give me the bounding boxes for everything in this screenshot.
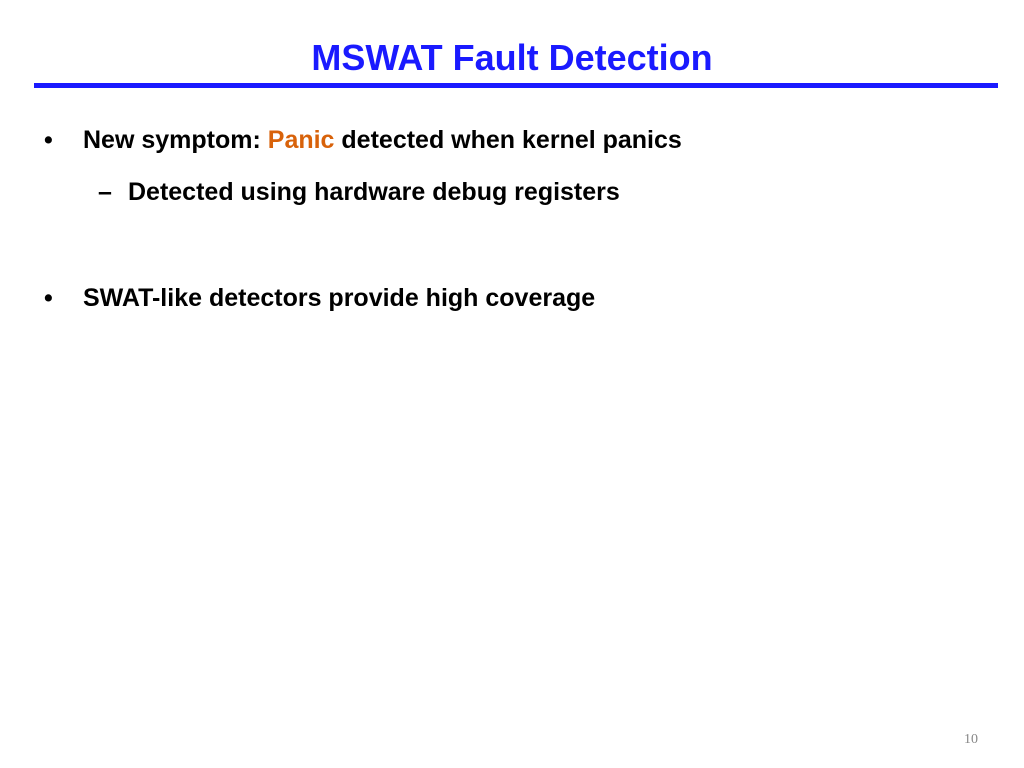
title-underline [34, 83, 998, 88]
bullet-prefix: New symptom: [83, 126, 268, 154]
sub-bullet-marker: – [98, 178, 112, 206]
bullet-marker: • [44, 284, 53, 312]
sub-bullet-debug-registers [98, 176, 620, 208]
sub-bullet-text: Detected using hardware debug registers [128, 178, 620, 206]
bullet-swat-coverage [44, 282, 595, 314]
bullet-suffix: detected when kernel panics [334, 126, 682, 154]
page-number: 10 [964, 732, 978, 747]
bullet-new-symptom [44, 124, 682, 156]
slide-title: MSWAT Fault Detection [311, 37, 713, 78]
bullet-highlight-panic: Panic [267, 126, 335, 154]
bullet-text: SWAT-like detectors provide high coverage [83, 284, 596, 312]
bullet-marker: • [44, 126, 53, 154]
